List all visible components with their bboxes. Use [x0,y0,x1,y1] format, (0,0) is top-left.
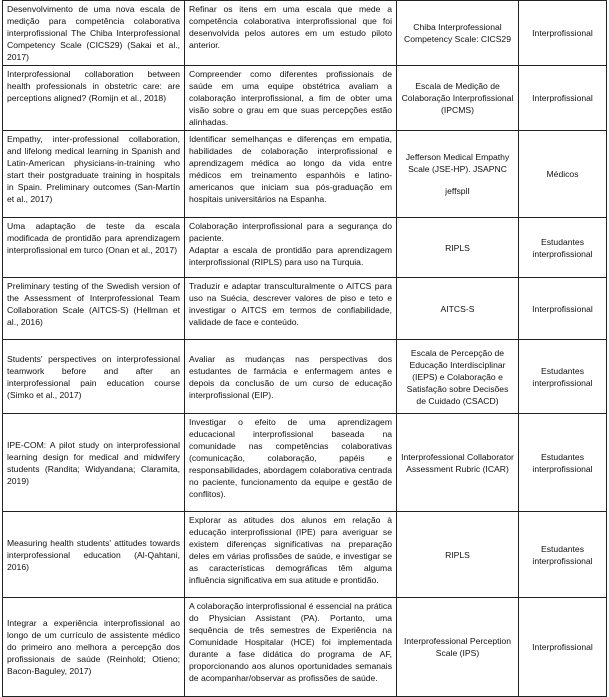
study-cell: Interprofessional collaboration between health professionals in obstetric care: are perceptions aligned? (Romijn et al., 2018) [3,66,185,131]
review-table [2,0,607,697]
instrument-cell [397,131,519,218]
table-row [3,1,607,66]
objective-cell: Refinar os itens em uma escala que mede a competência colaborativa interprofissional que foi desenvolvida pelos autores em um estudo piloto anterior. [185,1,397,66]
study-cell: Uma adaptação de teste da escala modificada de prontidão para aprendizagem interprofissional em turco (Onan et al., 2017) [3,218,185,278]
objective-cell: Explorar as atitudes dos alunos em relação à educação interprofissional (IPE) para averiguar se existem diferenças significativas na preparação deles em várias profissões de saúde, e investigar se as características demográficas têm alguma influência significativa em sua atitude e prontidão. [185,512,397,598]
objective-line: Colaboração interprofissional para a segurança do paciente. [189,221,392,243]
table-row [3,278,607,340]
table-row [3,598,607,697]
participants-cell: Estudantes interprofissional [519,414,607,512]
participants-cell: Interprofissional [519,598,607,697]
instrument-cell: Interprofessional Perception Scale (IPS) [397,598,519,697]
participants-cell: Estudantes interprofissional [519,218,607,278]
instrument-line: Jefferson Medical Empathy Scale (JSE-HP). JSAPNC [405,152,510,174]
table-row [3,218,607,278]
objective-cell: Compreender como diferentes profissionais de saúde em uma equipe obstétrica avaliam a colaboração interprofissional, a fim de obter uma visão sobre o grau em que suas percepções estão alinhadas. [185,66,397,131]
participants-cell: Interprofissional [519,66,607,131]
table-row [3,131,607,218]
participants-cell: Interprofissional [519,1,607,66]
participants-cell: Estudantes interprofissional [519,340,607,414]
table-row [3,340,607,414]
study-cell: Students' perspectives on interprofessional teamwork before and after an interprofessional pain education course (Simko et al., 2017) [3,340,185,414]
objective-cell: Traduzir e adaptar transculturalmente o AITCS para uso na Suécia, descrever valores de piso e teto e investigar o AITCS em termos de confiabilidade, validade de face e conteúdo. [185,278,397,340]
instrument-cell: AITCS-S [397,278,519,340]
participants-cell: Interprofissional [519,278,607,340]
instrument-cell: Escala de Medição de Colaboração Interprofissional (IPCMS) [397,66,519,131]
objective-cell: Avaliar as mudanças nas perspectivas dos estudantes de farmácia e enfermagem antes e depois da conclusão de um curso de educação interprofissional (EIP). [185,340,397,414]
instrument-line: jeffsplI [445,186,470,196]
instrument-cell: Chiba Interprofessional Competency Scale: CICS29 [397,1,519,66]
study-cell: Empathy, inter-professional collaboration, and lifelong medical learning in Spanish and Latin-American physicians-in-training who start their postgraduate training in hospitals in Spain. Preliminary outcomes (San-Martín et al., 2017) [3,131,185,218]
participants-cell: Estudantes interprofissional [519,512,607,598]
objective-cell: Identificar semelhanças e diferenças em empatia, habilidades de colaboração interprofissional e aprendizagem médica ao longo da vida entre médicos em treinamento espanhóis e latino-americanos que iniciam sua pós-graduação em hospitais universitários na Espanha. [185,131,397,218]
study-cell: Desenvolvimento de uma nova escala de medição para competência colaborativa interprofissional The Chiba Interprofessional Competency Scale (CICS29) (Sakai et al., 2017) [3,1,185,66]
study-cell: Integrar a experiência interprofissional ao longo de um currículo de assistente médico do primeiro ano melhora a percepção dos profissionais de saúde (Reinhold; Otieno; Bacon-Baguley, 2017) [3,598,185,697]
table-row [3,414,607,512]
study-cell: Measuring health students' attitudes towards interprofessional education (Al-Qahtani, 2016) [3,512,185,598]
participants-cell: Médicos [519,131,607,218]
study-cell: IPE-COM: A pilot study on interprofessional learning design for medical and midwifery students (Randita; Widyandana; Claramita, 2019) [3,414,185,512]
table-row [3,512,607,598]
table-row [3,66,607,131]
objective-cell: Investigar o efeito de uma aprendizagem educacional interprofissional baseada na comunidade nas competências colaborativas (comunicação, colaboração, papéis e responsabilidades, abordagem colaborativa centrada no paciente, funcionamento da equipe e gestão de conflitos). [185,414,397,512]
study-cell: Preliminary testing of the Swedish version of the Assessment of Interprofessional Team Collaboration Scale (AITCS-S) (Hellman et al., 2016) [3,278,185,340]
instrument-cell: Interprofessional Collaborator Assessment Rubric (ICAR) [397,414,519,512]
instrument-cell: Escala de Percepção de Educação Interdisciplinar (IEPS) e Colaboração e Satisfação sobre Decisões de Cuidado (CSACD) [397,340,519,414]
instrument-cell: RIPLS [397,512,519,598]
objective-cell: A colaboração interprofissional é essencial na prática do Physician Assistant (PA). Portanto, uma sequência de três semestres de Experiência na Comunidade Hospitalar (HCE) foi implementada durante a fase didática do programa de AF, proporcionando aos alunos oportunidades semanais de acompanhar/observar as profissões de saúde. [185,598,397,697]
instrument-cell: RIPLS [397,218,519,278]
objective-cell [185,218,397,278]
objective-line: Adaptar a escala de prontidão para aprendizagem interprofissional (RIPLS) para uso na Turquia. [189,245,392,267]
